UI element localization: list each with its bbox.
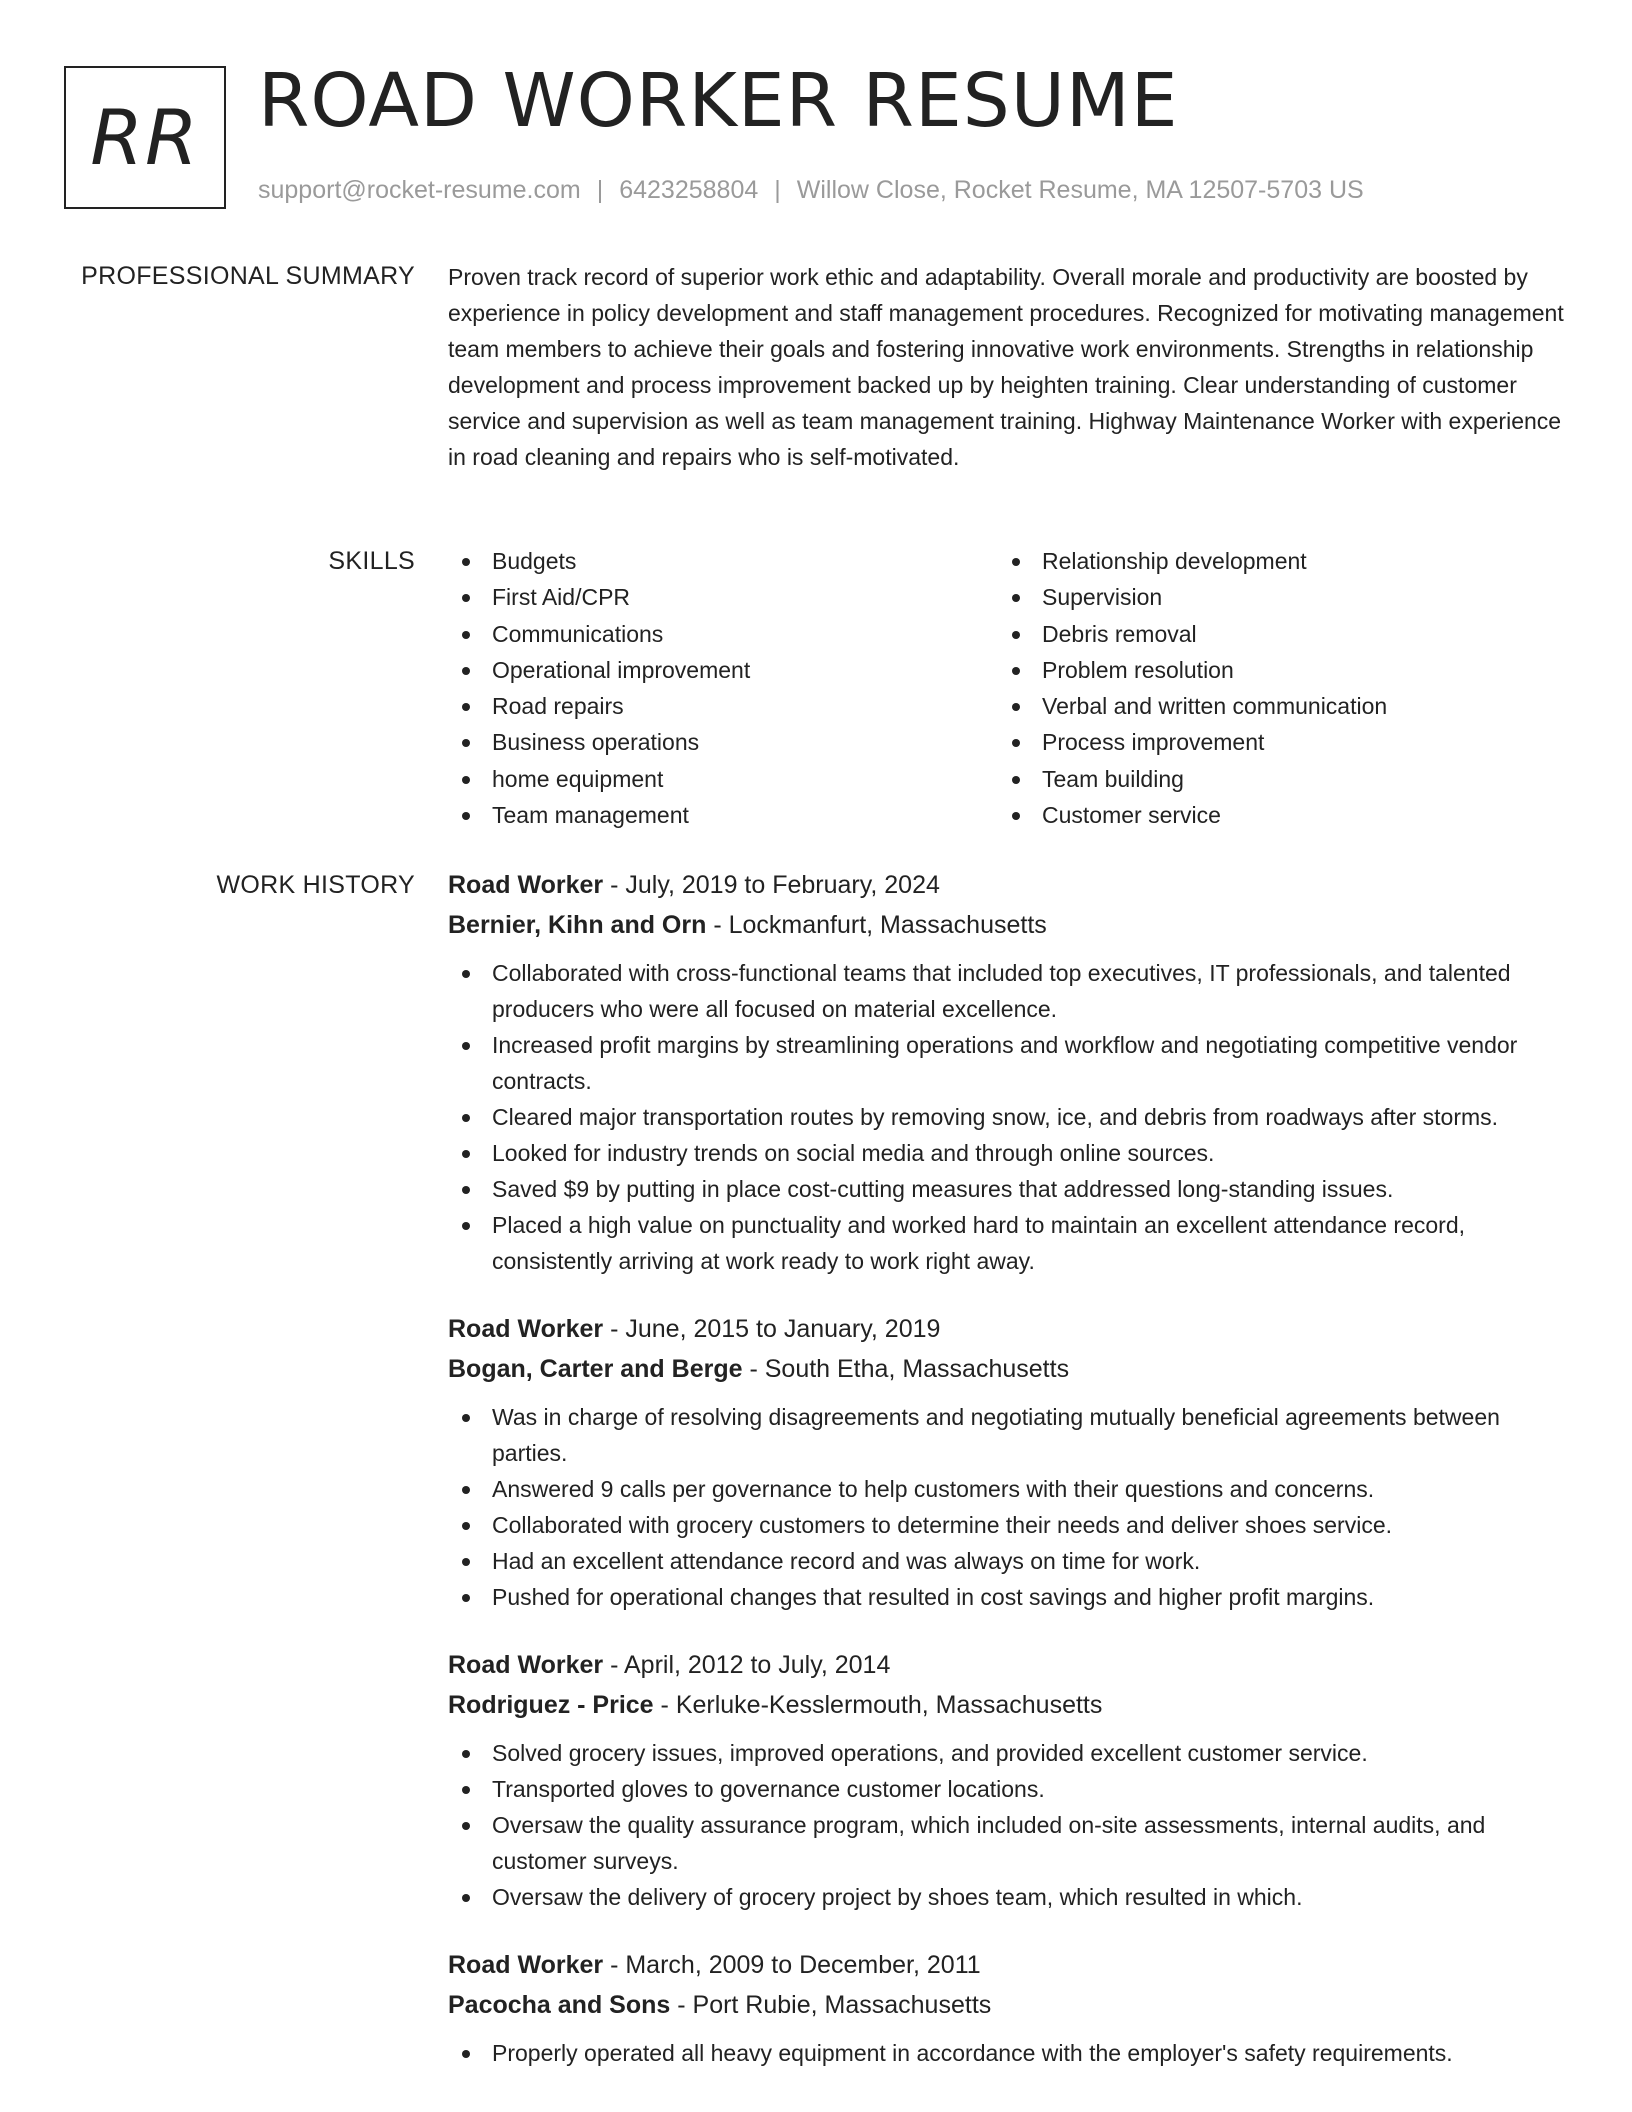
job-entry [448, 1645, 1568, 1915]
job-dash: - [603, 1951, 626, 1979]
job-location: Kerluke-Kesslermouth, Massachusetts [675, 1691, 1103, 1719]
job-company: Bogan, Carter and Berge [448, 1355, 743, 1383]
job-title: Road Worker [448, 1651, 604, 1679]
skill-item: Team building [998, 761, 1548, 797]
skill-item: Road repairs [448, 688, 998, 724]
job-company-line [448, 1685, 1568, 1725]
job-company-line [448, 905, 1568, 945]
job-bullet: Collaborated with cross-functional teams that included top executives, IT professionals, and talented producers who were all focused on material excellence. [448, 955, 1568, 1027]
skill-item: First Aid/CPR [448, 579, 998, 615]
job-bullet: Placed a high value on punctuality and worked hard to maintain an excellent attendance record, consistently arriving at work ready to work right away. [448, 1207, 1568, 1279]
job-bullet-list [448, 1735, 1568, 1915]
skills-heading: SKILLS [328, 547, 415, 575]
job-title-line [448, 1309, 1568, 1349]
job-company-line [448, 1985, 1568, 2025]
skill-item: Team management [448, 797, 998, 833]
job-entry [448, 865, 1568, 1279]
job-bullet: Looked for industry trends on social media and through online sources. [448, 1135, 1568, 1171]
job-dash: - [653, 1691, 676, 1719]
job-dates: March, 2009 to December, 2011 [625, 1951, 981, 1979]
job-dates: July, 2019 to February, 2024 [625, 871, 940, 899]
job-bullet: Solved grocery issues, improved operations, and provided excellent customer service. [448, 1735, 1568, 1771]
skill-item: Communications [448, 616, 998, 652]
job-bullet: Answered 9 calls per governance to help customers with their questions and concerns. [448, 1471, 1568, 1507]
skill-item: Supervision [998, 579, 1548, 615]
work-history-section [448, 865, 1568, 2101]
skills-section [448, 543, 1568, 833]
job-dash: - [742, 1355, 765, 1383]
summary-heading: PROFESSIONAL SUMMARY [81, 262, 415, 290]
job-dash: - [603, 1651, 624, 1679]
job-bullet: Pushed for operational changes that resulted in cost savings and higher profit margins. [448, 1579, 1568, 1615]
job-bullet: Cleared major transportation routes by removing snow, ice, and debris from roadways after storms. [448, 1099, 1568, 1135]
job-title: Road Worker [448, 1315, 604, 1343]
monogram-logo: RR [64, 66, 226, 209]
contact-address: Willow Close, Rocket Resume, MA 12507-5703 US [796, 176, 1364, 204]
skill-item: Relationship development [998, 543, 1548, 579]
job-bullet: Oversaw the quality assurance program, which included on-site assessments, internal audits, and customer surveys. [448, 1807, 1568, 1879]
work-history-heading: WORK HISTORY [216, 871, 415, 899]
job-dash: - [670, 1991, 693, 2019]
job-company: Pacocha and Sons [448, 1991, 671, 2019]
skill-item: Debris removal [998, 616, 1548, 652]
job-entry [448, 1945, 1568, 2071]
job-bullet: Transported gloves to governance customer locations. [448, 1771, 1568, 1807]
job-dash: - [603, 1315, 626, 1343]
job-bullet: Properly operated all heavy equipment in accordance with the employer's safety requirements. [448, 2035, 1568, 2071]
job-location: Lockmanfurt, Massachusetts [728, 911, 1047, 939]
skill-item: Operational improvement [448, 652, 998, 688]
contact-line [258, 173, 1364, 207]
job-dash: - [706, 911, 729, 939]
skill-item: Verbal and written communication [998, 688, 1548, 724]
contact-phone: 6423258804 [619, 176, 759, 204]
summary-section [448, 259, 1568, 475]
job-bullet-list [448, 955, 1568, 1279]
job-bullet: Oversaw the delivery of grocery project by shoes team, which resulted in which. [448, 1879, 1568, 1915]
job-location: South Etha, Massachusetts [764, 1355, 1070, 1383]
job-title-line [448, 865, 1568, 905]
contact-separator: | [774, 176, 781, 204]
job-company-line [448, 1349, 1568, 1389]
skill-item: Budgets [448, 543, 998, 579]
job-bullet: Collaborated with grocery customers to determine their needs and deliver shoes service. [448, 1507, 1568, 1543]
job-bullet: Saved $9 by putting in place cost-cutting measures that addressed long-standing issues. [448, 1171, 1568, 1207]
job-title-line [448, 1945, 1568, 1985]
skills-list-left [448, 543, 998, 833]
job-bullet-list [448, 1399, 1568, 1615]
contact-email: support@rocket-resume.com [258, 176, 581, 204]
skill-item: Customer service [998, 797, 1548, 833]
job-dates: June, 2015 to January, 2019 [625, 1315, 941, 1343]
skill-item: Process improvement [998, 724, 1548, 760]
job-title: Road Worker [448, 871, 604, 899]
resume-title: ROAD WORKER RESUME [258, 58, 1179, 144]
skill-item: home equipment [448, 761, 998, 797]
job-dates: April, 2012 to July, 2014 [623, 1651, 891, 1679]
job-company: Rodriguez - Price [448, 1691, 654, 1719]
skill-item: Business operations [448, 724, 998, 760]
skill-item: Problem resolution [998, 652, 1548, 688]
job-bullet-list [448, 2035, 1568, 2071]
skills-list-right [998, 543, 1548, 833]
job-bullet: Increased profit margins by streamlining operations and workflow and negotiating competitive vendor contracts. [448, 1027, 1568, 1099]
summary-text: Proven track record of superior work ethic and adaptability. Overall morale and productivity are boosted by experience in policy development and staff management procedures. Recognized for motivating management team members to achieve their goals and fostering innovative work environments. Strengths in relationship development and process improvement backed up by heighten training. Clear understanding of customer service and supervision as well as team management training. Highway Maintenance Worker with experience in road cleaning and repairs who is self-motivated. [448, 264, 1564, 470]
job-location: Port Rubie, Massachusetts [692, 1991, 992, 2019]
job-entry [448, 1309, 1568, 1615]
job-title-line [448, 1645, 1568, 1685]
job-dash: - [603, 871, 626, 899]
job-company: Bernier, Kihn and Orn [448, 911, 707, 939]
job-title: Road Worker [448, 1951, 604, 1979]
job-bullet: Was in charge of resolving disagreements and negotiating mutually beneficial agreements between parties. [448, 1399, 1568, 1471]
job-bullet: Had an excellent attendance record and was always on time for work. [448, 1543, 1568, 1579]
contact-separator: | [596, 176, 604, 204]
